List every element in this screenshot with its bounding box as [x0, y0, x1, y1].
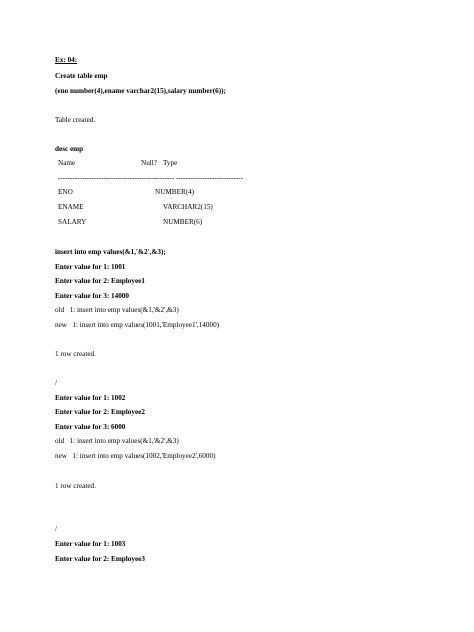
create-table-command: Create table emp	[55, 72, 108, 80]
desc-dashes-name: -----------------------------------------	[58, 174, 157, 182]
table-created-message: Table created.	[55, 116, 96, 124]
insert-command: insert into emp values(&1,'&2',&3);	[55, 248, 166, 256]
enter-value-line: Enter value for 1: 1001	[55, 263, 126, 271]
run-again-slash: /	[55, 525, 57, 533]
desc-row-name: ENO	[58, 188, 73, 196]
new-substitution-line: new 1: insert into emp values(1002,'Employee2',6000)	[55, 452, 216, 460]
row-created-message: 1 row created.	[55, 482, 96, 490]
desc-row-type: NUMBER(4)	[155, 188, 195, 196]
enter-value-line: Enter value for 2: Employee1	[55, 277, 145, 285]
enter-value-line: Enter value for 3: 6000	[55, 423, 126, 431]
desc-row-name: SALARY	[58, 218, 87, 226]
new-substitution-line: new 1: insert into emp values(1001,'Employee1',14000)	[55, 321, 220, 329]
enter-value-line: Enter value for 3: 14000	[55, 292, 129, 300]
desc-command: desc emp	[55, 145, 84, 153]
desc-dashes-type: ----------------------------	[176, 174, 244, 182]
old-substitution-line: old 1: insert into emp values(&1,'&2',&3)	[55, 306, 179, 314]
desc-header-type: Type	[163, 159, 178, 167]
enter-value-line: Enter value for 2: Employee2	[55, 408, 145, 416]
exercise-heading: Ex: 04:	[55, 56, 78, 64]
enter-value-line: Enter value for 1: 1003	[55, 540, 126, 548]
enter-value-line: Enter value for 2: Employee3	[55, 555, 145, 563]
desc-row-type: VARCHAR2(15)	[163, 203, 213, 211]
create-table-columns: (eno number(4),ename varchar2(15),salary number(6));	[55, 87, 226, 95]
old-substitution-line: old 1: insert into emp values(&1,'&2',&3)	[55, 437, 179, 445]
desc-row-name: ENAME	[58, 203, 84, 211]
desc-row-type: NUMBER(6)	[163, 218, 203, 226]
desc-header-name: Name	[58, 159, 76, 167]
row-created-message: 1 row created.	[55, 350, 96, 358]
enter-value-line: Enter value for 1: 1002	[55, 394, 126, 402]
run-again-slash: /	[55, 379, 57, 387]
desc-dashes-null: --------	[155, 174, 175, 182]
desc-header-null: Null?	[141, 159, 157, 167]
